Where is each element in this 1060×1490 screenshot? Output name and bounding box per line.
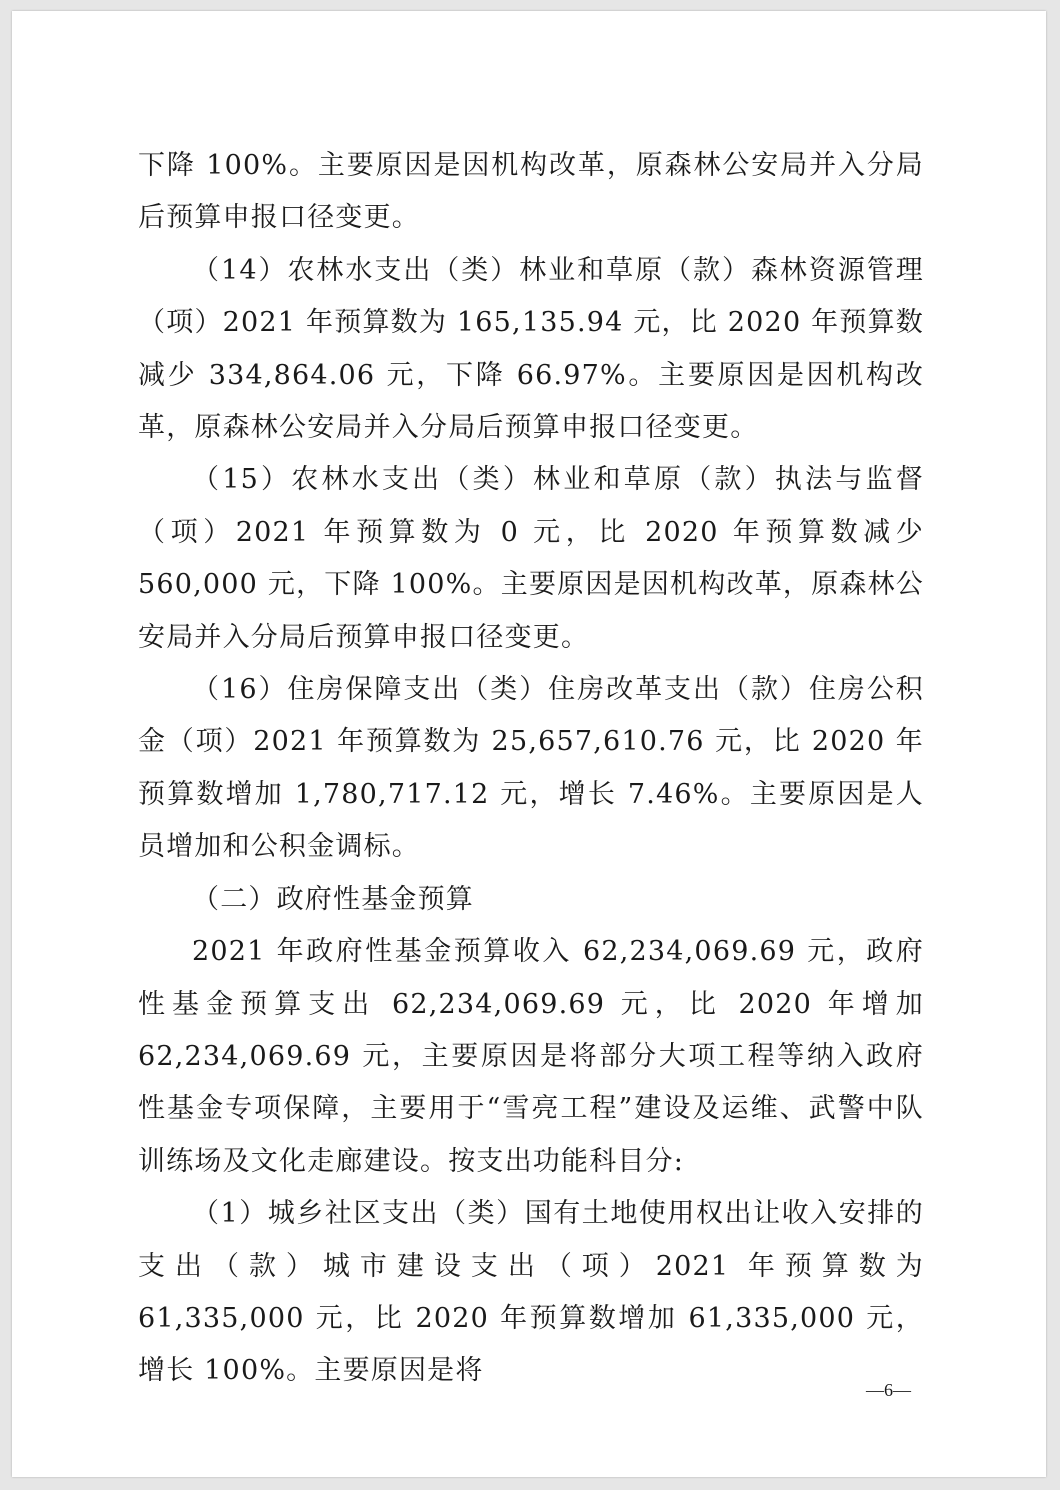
paragraph-item-15: （15）农林水支出（类）林业和草原（款）执法与监督（项）2021 年预算数为 0 元，比 2020 年预算数减少 560,000 元，下降 100%。主要原因是因机构改革，原森林公安局并入分局后预算申报口径变更。: [138, 464, 924, 653]
paragraph-continuation: 下降 100%。主要原因是因机构改革，原森林公安局并入分局后预算申报口径变更。: [138, 150, 924, 234]
paragraph-fund-summary: 2021 年政府性基金预算收入 62,234,069.69 元，政府性基金预算支出 62,234,069.69 元，比 2020 年增加 62,234,069.69 元，主要原因是将部分大项工程等纳入政府性基金专项保障，主要用于“雪亮工程”建设及运维、武警中队训练场及文化走廊建设。按支出功能科目分:: [138, 936, 924, 1177]
paragraph-item-14: （14）农林水支出（类）林业和草原（款）森林资源管理（项）2021 年预算数为 165,135.94 元，比 2020 年预算数减少 334,864.06 元，下降 66.97%。主要原因是因机构改革，原森林公安局并入分局后预算申报口径变更。: [138, 254, 924, 444]
document-body: [138, 140, 924, 1398]
page-number: —6—: [866, 1380, 911, 1400]
section-heading-government-fund: （二）政府性基金预算: [192, 883, 474, 915]
paragraph-item-16: （16）住房保障支出（类）住房改革支出（款）住房公积金（项）2021 年预算数为 25,657,610.76 元，比 2020 年预算数增加 1,780,717.12 元，增长 7.46%。主要原因是人员增加和公积金调标。: [138, 674, 924, 863]
paragraph-fund-item-1: （1）城乡社区支出（类）国有土地使用权出让收入安排的支出（款）城市建设支出（项）2021 年预算数为 61,335,000 元，比 2020 年预算数增加 61,335,000 元，增长 100%。主要原因是将: [138, 1198, 924, 1387]
